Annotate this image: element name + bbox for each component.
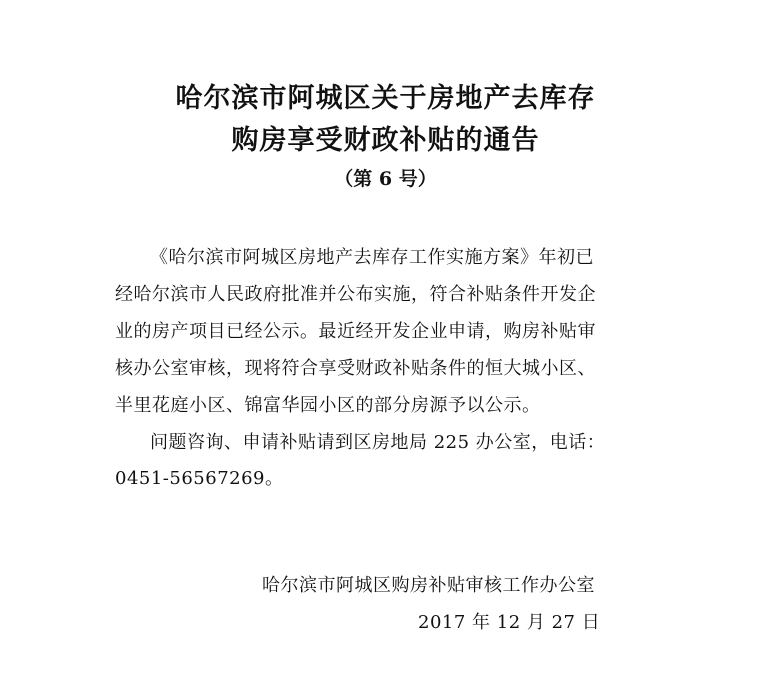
body-paragraph-1-line-3: 业的房产项目已经公示。最近经开发企业申请，购房补贴审 [115,321,596,342]
document-number: （第 6 号） [334,168,437,190]
body-paragraph-1-line-5: 半里花庭小区、锦富华园小区的部分房源予以公示。 [115,395,541,416]
body-paragraph-1-line-1: 《哈尔滨市阿城区房地产去库存工作实施方案》年初已 [150,247,594,268]
body-paragraph-2-line-2: 0451-56567269。 [115,468,284,489]
body-paragraph-1-line-2: 经哈尔滨市人民政府批准并公布实施，符合补贴条件开发企 [115,284,596,305]
body-paragraph-1-line-4: 核办公室审核，现将符合享受财政补贴条件的恒大城小区、 [115,358,596,379]
body-paragraph-2-line-1: 问题咨询、申请补贴请到区房地局 225 办公室，电话： [150,432,606,453]
signature-organization: 哈尔滨市阿城区购房补贴审核工作办公室 [262,575,595,596]
document-title-line-1: 哈尔滨市阿城区关于房地产去库存 [175,83,596,114]
signature-date: 2017 年 12 月 27 日 [418,612,601,633]
document-title-line-2: 购房享受财政补贴的通告 [231,125,540,156]
